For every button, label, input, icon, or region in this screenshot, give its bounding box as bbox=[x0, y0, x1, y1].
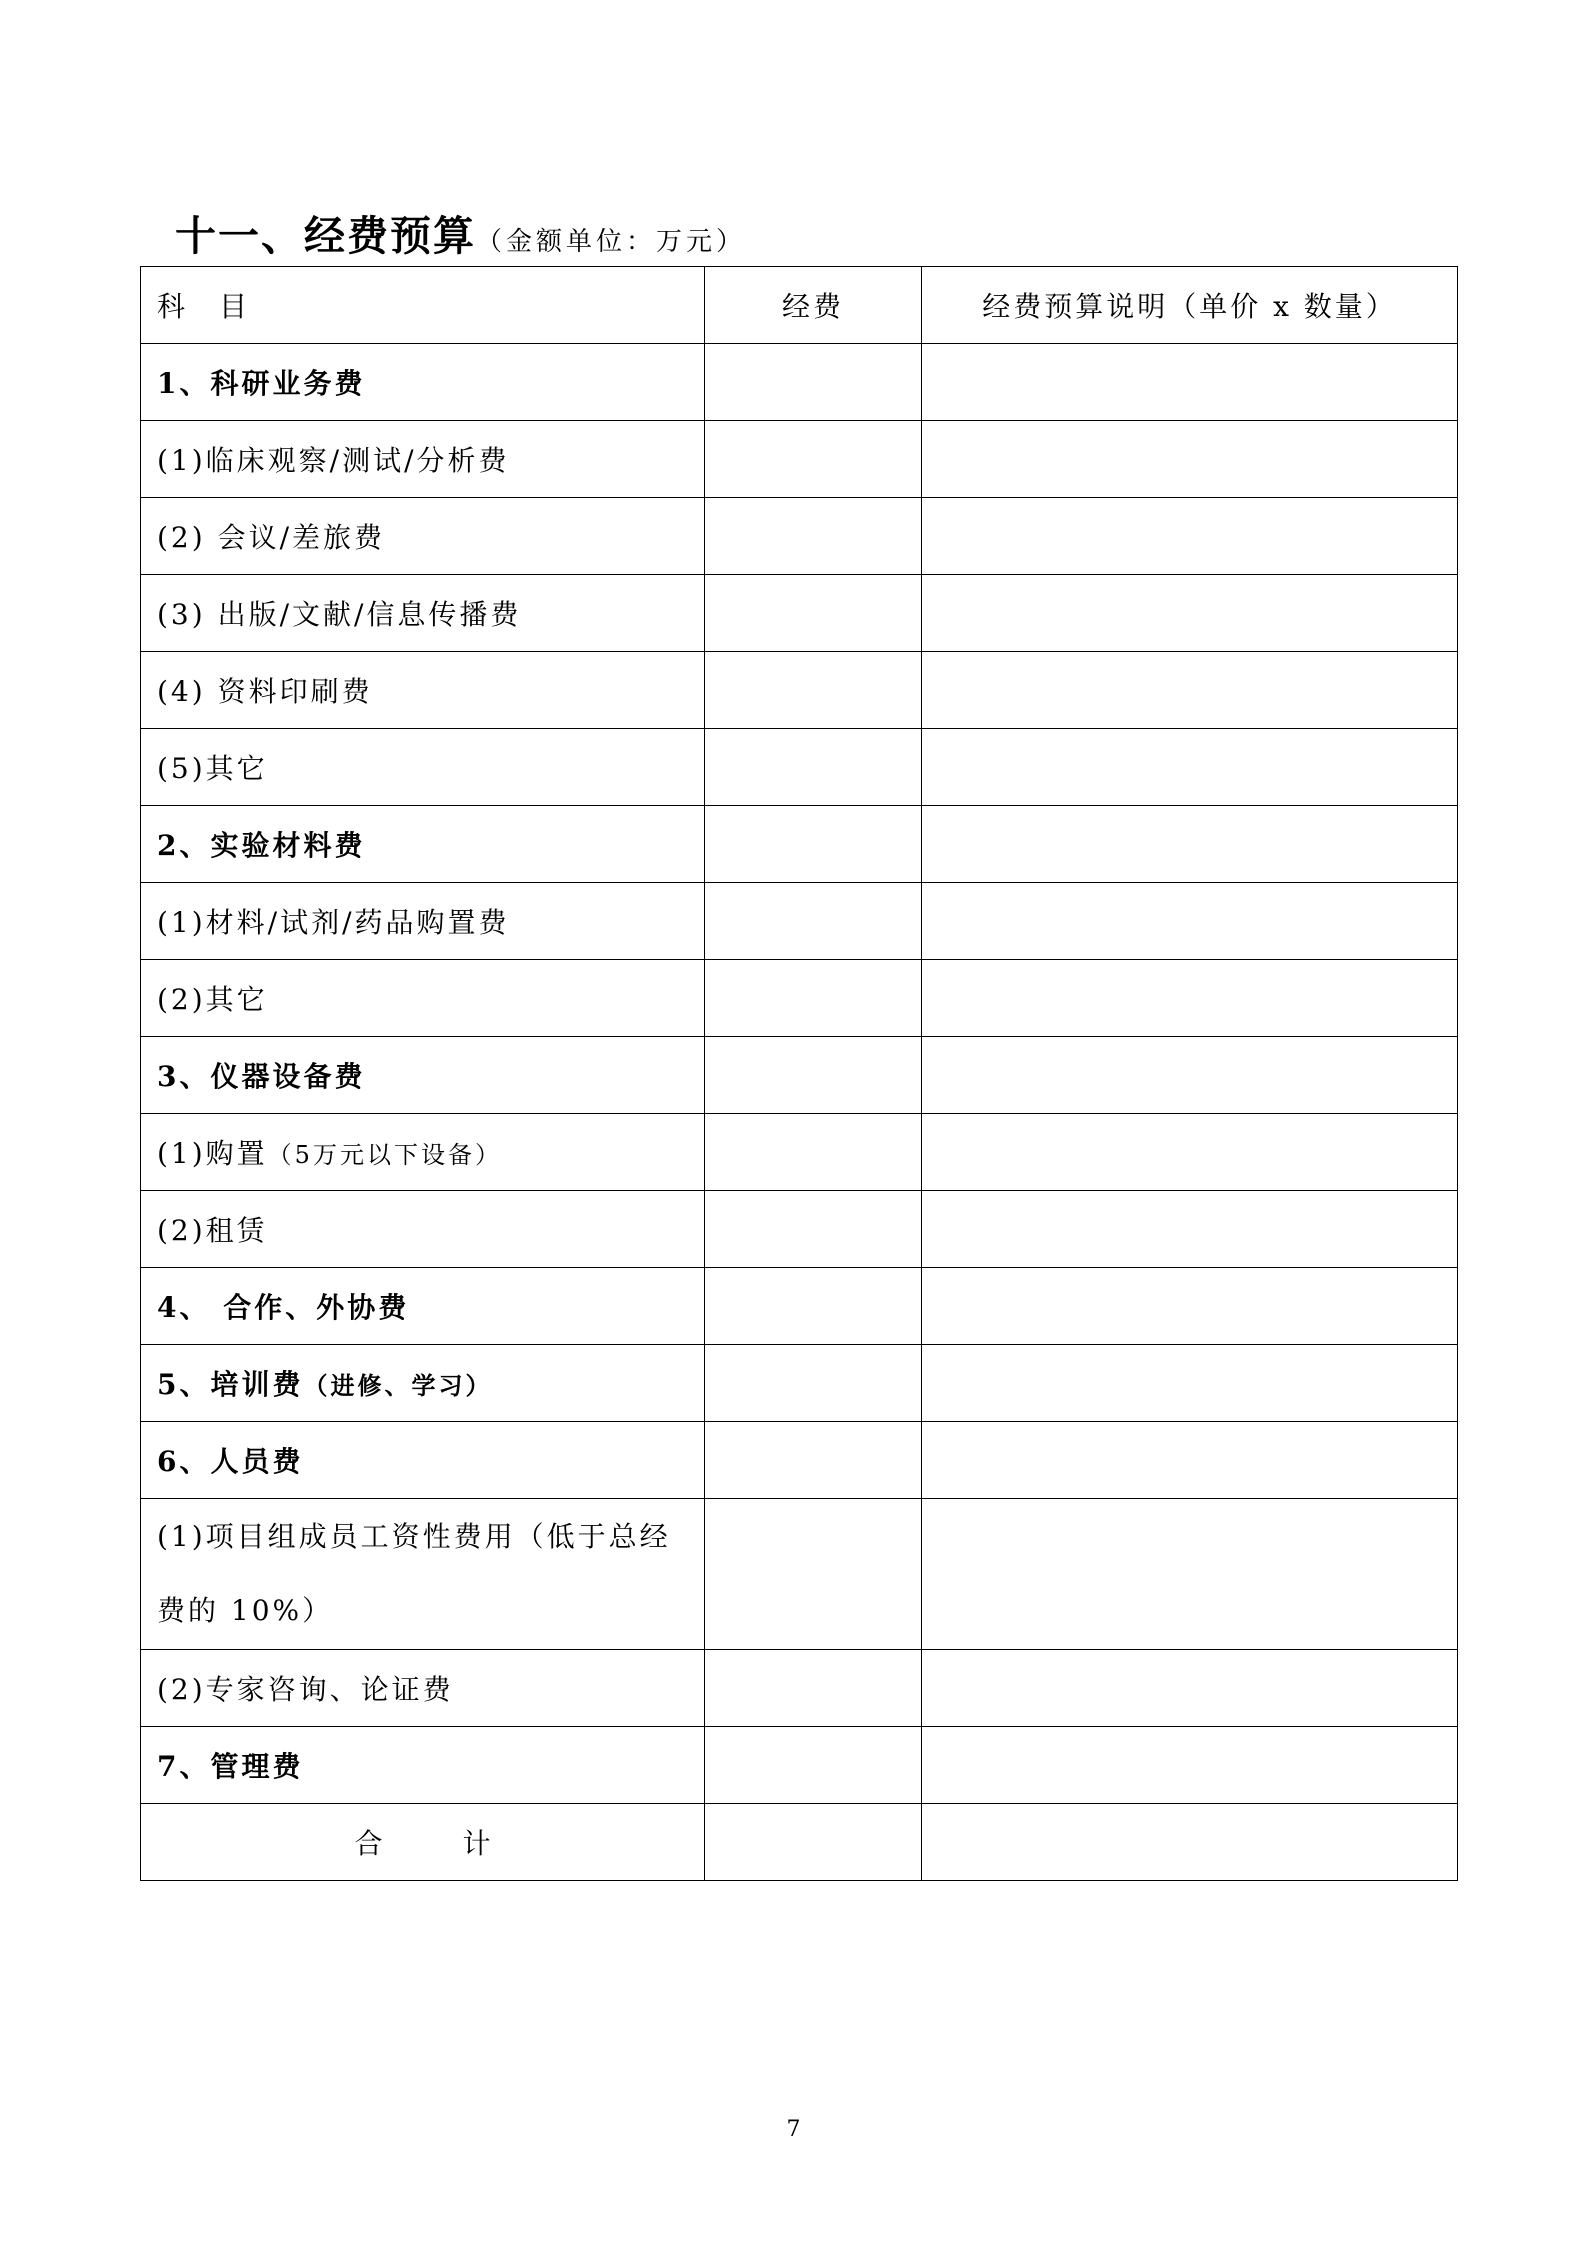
table-row bbox=[141, 344, 1458, 421]
row-label: 1、科研业务费 bbox=[141, 344, 705, 421]
row-label: (1)材料/试剂/药品购置费 bbox=[141, 883, 705, 960]
row-label: 3、仪器设备费 bbox=[141, 1037, 705, 1114]
table-row bbox=[141, 1499, 1458, 1650]
table-row bbox=[141, 652, 1458, 729]
table-row bbox=[141, 960, 1458, 1037]
page-title bbox=[175, 203, 746, 262]
row-label: (5)其它 bbox=[141, 729, 705, 806]
table-row bbox=[141, 806, 1458, 883]
page-number: 7 bbox=[786, 2117, 801, 2142]
table-row bbox=[141, 1037, 1458, 1114]
total-amount-cell[interactable] bbox=[705, 1804, 922, 1881]
total-label-cell bbox=[141, 1804, 705, 1881]
table-header-row bbox=[141, 267, 1458, 344]
row-label: 4、 合作、外协费 bbox=[141, 1268, 705, 1345]
table-row bbox=[141, 421, 1458, 498]
amount-cell[interactable] bbox=[705, 421, 922, 498]
header-subject: 科 目 bbox=[141, 267, 705, 344]
amount-cell[interactable] bbox=[705, 498, 922, 575]
row-label: (2)其它 bbox=[141, 960, 705, 1037]
amount-cell[interactable] bbox=[705, 1499, 922, 1650]
amount-cell[interactable] bbox=[705, 1422, 922, 1499]
row-label: (3) 出版/文献/信息传播费 bbox=[141, 575, 705, 652]
amount-unit-note: （金额单位：万元） bbox=[476, 227, 747, 257]
total-label: 合计 bbox=[354, 1827, 571, 1860]
description-cell[interactable] bbox=[922, 1422, 1458, 1499]
row-label: 7、管理费 bbox=[141, 1727, 705, 1804]
row-label: 2、实验材料费 bbox=[141, 806, 705, 883]
total-row bbox=[141, 1804, 1458, 1881]
amount-cell[interactable] bbox=[705, 729, 922, 806]
row-label-with-note bbox=[141, 1345, 705, 1422]
row-note: （进修、学习） bbox=[303, 1371, 493, 1400]
description-cell[interactable] bbox=[922, 883, 1458, 960]
table-row bbox=[141, 729, 1458, 806]
table-row bbox=[141, 575, 1458, 652]
amount-cell[interactable] bbox=[705, 1191, 922, 1268]
description-cell[interactable] bbox=[922, 960, 1458, 1037]
header-amount: 经费 bbox=[705, 267, 922, 344]
description-cell[interactable] bbox=[922, 1268, 1458, 1345]
row-label-with-note bbox=[141, 1114, 705, 1191]
table-row bbox=[141, 1727, 1458, 1804]
table-row bbox=[141, 1191, 1458, 1268]
row-note: （5万元以下设备） bbox=[267, 1141, 502, 1169]
budget-table bbox=[140, 266, 1458, 1881]
header-description: 经费预算说明（单价 x 数量） bbox=[922, 267, 1458, 344]
row-label: (1)临床观察/测试/分析费 bbox=[141, 421, 705, 498]
description-cell[interactable] bbox=[922, 498, 1458, 575]
row-label: (2)租赁 bbox=[141, 1191, 705, 1268]
amount-cell[interactable] bbox=[705, 1727, 922, 1804]
description-cell[interactable] bbox=[922, 1499, 1458, 1650]
description-cell[interactable] bbox=[922, 421, 1458, 498]
row-label: (1)购置 bbox=[157, 1137, 268, 1170]
description-cell[interactable] bbox=[922, 1650, 1458, 1727]
row-label: 6、人员费 bbox=[141, 1422, 705, 1499]
section-heading: 十一、经费预算 bbox=[175, 212, 476, 260]
description-cell[interactable] bbox=[922, 1345, 1458, 1422]
description-cell[interactable] bbox=[922, 1114, 1458, 1191]
amount-cell[interactable] bbox=[705, 960, 922, 1037]
amount-cell[interactable] bbox=[705, 652, 922, 729]
amount-cell[interactable] bbox=[705, 883, 922, 960]
description-cell[interactable] bbox=[922, 652, 1458, 729]
description-cell[interactable] bbox=[922, 806, 1458, 883]
row-label: (1)项目组成员工资性费用（低于总经费的 10%） bbox=[141, 1499, 705, 1650]
amount-cell[interactable] bbox=[705, 1650, 922, 1727]
table-row bbox=[141, 1422, 1458, 1499]
description-cell[interactable] bbox=[922, 1191, 1458, 1268]
description-cell[interactable] bbox=[922, 1727, 1458, 1804]
description-cell[interactable] bbox=[922, 575, 1458, 652]
row-label: 5、培训费 bbox=[157, 1368, 304, 1401]
table-row bbox=[141, 1650, 1458, 1727]
amount-cell[interactable] bbox=[705, 575, 922, 652]
amount-cell[interactable] bbox=[705, 1345, 922, 1422]
amount-cell[interactable] bbox=[705, 806, 922, 883]
table-row bbox=[141, 1114, 1458, 1191]
table-row bbox=[141, 498, 1458, 575]
description-cell[interactable] bbox=[922, 1037, 1458, 1114]
description-cell[interactable] bbox=[922, 344, 1458, 421]
table-row bbox=[141, 883, 1458, 960]
table-row bbox=[141, 1345, 1458, 1422]
row-label: (2) 会议/差旅费 bbox=[141, 498, 705, 575]
amount-cell[interactable] bbox=[705, 1268, 922, 1345]
amount-cell[interactable] bbox=[705, 1114, 922, 1191]
amount-cell[interactable] bbox=[705, 1037, 922, 1114]
description-cell[interactable] bbox=[922, 729, 1458, 806]
amount-cell[interactable] bbox=[705, 344, 922, 421]
total-description-cell[interactable] bbox=[922, 1804, 1458, 1881]
row-label: (4) 资料印刷费 bbox=[141, 652, 705, 729]
row-label: (2)专家咨询、论证费 bbox=[141, 1650, 705, 1727]
table-row bbox=[141, 1268, 1458, 1345]
